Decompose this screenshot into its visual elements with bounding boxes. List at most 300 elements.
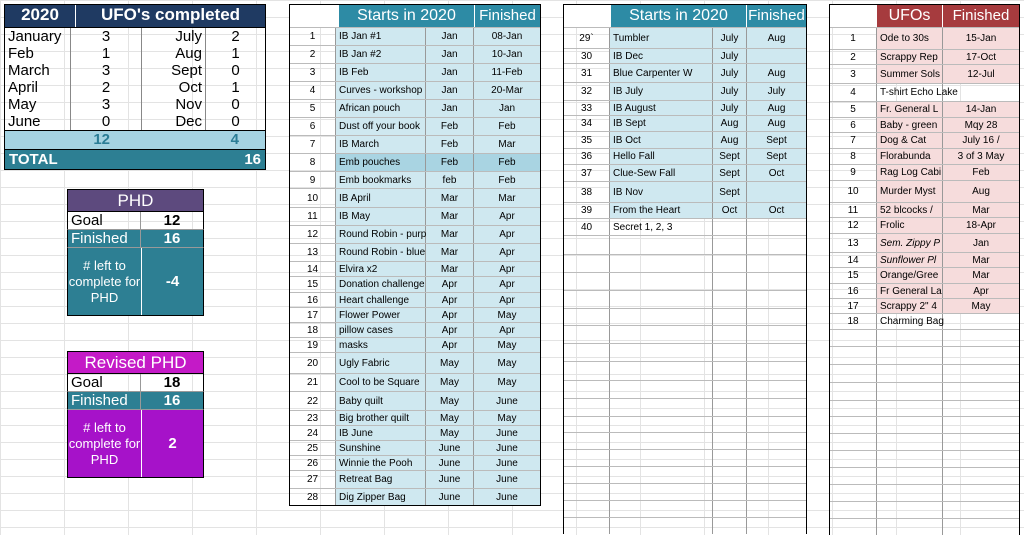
finished-date[interactable]: Oct (747, 203, 806, 218)
finished-date[interactable]: May (474, 374, 540, 391)
start-month[interactable] (713, 518, 747, 534)
row-number[interactable] (564, 484, 610, 500)
finished-date[interactable]: Apr (474, 262, 540, 276)
finished-date[interactable]: Apr (943, 284, 1019, 298)
start-month[interactable]: Sept (713, 149, 747, 164)
row-number[interactable]: 11 (830, 203, 877, 217)
phd-title[interactable]: PHD (67, 189, 204, 212)
finished-date[interactable] (747, 182, 806, 202)
row-number[interactable]: 23 (290, 411, 336, 425)
project-name[interactable]: Donation challenge (336, 277, 426, 292)
finished-date[interactable] (747, 49, 806, 63)
project-name[interactable]: Sunflower Pl (877, 253, 943, 267)
row-number[interactable]: 26 (290, 456, 336, 470)
phd-goal-label[interactable]: Goal (68, 212, 141, 229)
project-name[interactable]: Rag Log Cabi (877, 165, 943, 180)
project-name[interactable]: Curves - workshop (336, 82, 426, 99)
project-name[interactable] (610, 344, 713, 361)
month-name[interactable]: Nov (142, 96, 206, 113)
row-number[interactable]: 2 (290, 46, 336, 63)
project-name[interactable] (610, 433, 713, 449)
month-name[interactable]: May (5, 96, 71, 113)
finished-date[interactable] (747, 326, 806, 343)
row-number[interactable]: 1 (290, 28, 336, 45)
start-month[interactable]: feb (426, 172, 474, 188)
row-number[interactable]: 30 (564, 49, 610, 63)
row-number[interactable]: 31 (564, 64, 610, 82)
subtotal-first-half[interactable]: 12 (93, 131, 110, 148)
project-name[interactable]: Cool to be Square (336, 374, 426, 391)
finished-header[interactable]: Finished (474, 5, 540, 27)
row-number[interactable]: 5 (830, 102, 877, 117)
project-name[interactable] (610, 236, 713, 254)
row-number[interactable]: 13 (290, 244, 336, 261)
project-name[interactable] (610, 326, 713, 343)
finished-date[interactable] (747, 291, 806, 308)
row-number[interactable]: 1 (830, 28, 877, 49)
row-number[interactable] (564, 326, 610, 343)
finished-date[interactable]: Sept (747, 132, 806, 148)
finished-date[interactable]: Mar (943, 203, 1019, 217)
project-name[interactable]: Retreat Bag (336, 471, 426, 488)
project-name[interactable]: Tumbler (610, 28, 713, 48)
start-month[interactable]: May (426, 411, 474, 425)
start-month[interactable] (713, 484, 747, 500)
row-number[interactable]: 32 (564, 83, 610, 100)
finished-date[interactable]: May (474, 338, 540, 352)
row-number[interactable]: 20 (290, 353, 336, 373)
finished-header[interactable]: Finished (942, 5, 1019, 27)
month-name[interactable]: April (5, 79, 71, 96)
row-number[interactable]: 16 (290, 293, 336, 307)
finished-date[interactable]: June (474, 471, 540, 488)
project-name[interactable] (610, 291, 713, 308)
project-name[interactable]: 52 blcocks / (877, 203, 943, 217)
start-month[interactable]: Apr (426, 338, 474, 352)
project-name[interactable]: Summer Sols (877, 65, 943, 83)
month-name[interactable]: June (5, 113, 71, 130)
project-name[interactable] (877, 519, 943, 535)
project-name[interactable]: Round Robin - blue (336, 244, 426, 261)
project-name[interactable]: Big brother quilt (336, 411, 426, 425)
row-number[interactable]: 3 (830, 65, 877, 83)
row-number[interactable]: 6 (830, 118, 877, 132)
project-name[interactable] (877, 330, 943, 346)
row-number[interactable]: 9 (290, 172, 336, 188)
row-number[interactable]: 35 (564, 132, 610, 148)
project-name[interactable]: IB Nov (610, 182, 713, 202)
row-number[interactable] (830, 502, 877, 518)
project-name[interactable]: Dog & Cat (877, 133, 943, 148)
row-number[interactable] (564, 362, 610, 380)
start-month[interactable]: Mar (426, 208, 474, 225)
row-number[interactable] (830, 347, 877, 364)
row-number[interactable]: 8 (290, 154, 336, 171)
start-month[interactable]: Mar (426, 226, 474, 243)
project-name[interactable]: Dig Zipper Bag (336, 489, 426, 505)
month-count[interactable]: 0 (231, 96, 240, 113)
finished-date[interactable] (747, 344, 806, 361)
start-month[interactable]: June (426, 456, 474, 470)
start-month[interactable] (713, 344, 747, 361)
finished-date[interactable]: Feb (474, 172, 540, 188)
project-name[interactable] (610, 309, 713, 325)
row-number[interactable]: 19 (290, 338, 336, 352)
ufos-header[interactable]: UFOs (877, 5, 942, 27)
row-number[interactable]: 36 (564, 149, 610, 164)
finished-date[interactable]: Mar (943, 268, 1019, 283)
revised-phd-goal-value[interactable]: 18 (163, 374, 181, 391)
project-name[interactable]: Scrappy Rep (877, 50, 943, 64)
start-month[interactable] (713, 309, 747, 325)
row-number[interactable]: 4 (290, 82, 336, 99)
project-name[interactable]: Flower Power (336, 308, 426, 322)
start-month[interactable] (713, 381, 747, 398)
project-name[interactable]: Emb bookmarks (336, 172, 426, 188)
project-name[interactable]: African pouch (336, 100, 426, 117)
start-month[interactable]: May (426, 374, 474, 391)
row-number[interactable] (564, 381, 610, 398)
project-name[interactable]: IB April (336, 189, 426, 207)
project-name[interactable]: IB August (610, 101, 713, 115)
row-number[interactable]: 10 (290, 189, 336, 207)
project-name[interactable] (877, 485, 943, 501)
total-value[interactable]: 16 (244, 151, 261, 168)
row-number[interactable] (564, 291, 610, 308)
total-label[interactable]: TOTAL (9, 151, 58, 168)
row-number[interactable]: 4 (830, 84, 877, 101)
row-number[interactable] (830, 401, 877, 416)
finished-date[interactable] (747, 362, 806, 380)
finished-date[interactable]: Apr (474, 323, 540, 337)
finished-date[interactable]: 3 of 3 May (943, 149, 1019, 164)
project-name[interactable] (877, 468, 943, 484)
start-month[interactable]: Oct (713, 203, 747, 218)
project-name[interactable] (877, 417, 943, 433)
project-name[interactable]: Secret 1, 2, 3 (610, 219, 713, 235)
row-number[interactable]: 2 (830, 50, 877, 64)
project-name[interactable]: IB Dec (610, 49, 713, 63)
project-name[interactable] (610, 518, 713, 534)
finished-date[interactable]: June (474, 456, 540, 470)
row-number[interactable]: 15 (290, 277, 336, 292)
row-number[interactable]: 7 (830, 133, 877, 148)
project-name[interactable]: Blue Carpenter W (610, 64, 713, 82)
month-count[interactable]: 0 (231, 113, 240, 130)
month-count[interactable]: 1 (231, 79, 240, 96)
row-number[interactable] (830, 434, 877, 450)
row-number[interactable] (564, 255, 610, 272)
month-name[interactable]: January (5, 28, 71, 45)
row-number[interactable]: 25 (290, 441, 336, 455)
row-number[interactable] (564, 501, 610, 517)
project-name[interactable]: pillow cases (336, 323, 426, 337)
finished-header[interactable]: Finished (746, 5, 806, 27)
row-number[interactable] (564, 433, 610, 449)
month-count[interactable]: 1 (231, 45, 240, 62)
finished-date[interactable] (943, 383, 1019, 400)
project-name[interactable] (877, 434, 943, 450)
row-number[interactable] (830, 451, 877, 467)
finished-date[interactable] (943, 485, 1019, 501)
finished-date[interactable] (943, 365, 1019, 382)
finished-date[interactable]: 12-Jul (943, 65, 1019, 83)
row-number[interactable]: 39 (564, 203, 610, 218)
finished-date[interactable]: 15-Jan (943, 28, 1019, 49)
start-month[interactable]: July (713, 101, 747, 115)
finished-date[interactable] (943, 84, 1019, 101)
project-name[interactable]: IB June (336, 426, 426, 440)
project-name[interactable]: Elvira x2 (336, 262, 426, 276)
project-name[interactable]: Murder Myst (877, 181, 943, 202)
project-name[interactable]: Frolic (877, 218, 943, 233)
start-month[interactable]: Jan (426, 82, 474, 99)
project-name[interactable]: Florabunda (877, 149, 943, 164)
project-name[interactable]: Sunshine (336, 441, 426, 455)
row-number[interactable]: 18 (830, 314, 877, 329)
row-number[interactable]: 11 (290, 208, 336, 225)
start-month[interactable] (713, 326, 747, 343)
finished-date[interactable]: Sept (747, 149, 806, 164)
finished-date[interactable]: Feb (943, 165, 1019, 180)
project-name[interactable] (610, 399, 713, 416)
finished-date[interactable]: May (474, 308, 540, 322)
month-name[interactable]: Sept (142, 62, 206, 79)
finished-date[interactable]: Aug (747, 64, 806, 82)
month-count[interactable]: 2 (231, 28, 240, 45)
finished-date[interactable]: Aug (747, 116, 806, 131)
row-number[interactable]: 16 (830, 284, 877, 298)
finished-date[interactable]: Mar (474, 189, 540, 207)
finished-date[interactable]: 14-Jan (943, 102, 1019, 117)
start-month[interactable]: Jan (426, 64, 474, 81)
start-month[interactable]: May (426, 353, 474, 373)
row-number[interactable] (564, 236, 610, 254)
start-month[interactable]: Mar (426, 189, 474, 207)
row-number[interactable]: 8 (830, 149, 877, 164)
start-month[interactable]: Aug (713, 116, 747, 131)
revised-phd-title[interactable]: Revised PHD (67, 351, 204, 374)
row-number[interactable]: 40 (564, 219, 610, 235)
start-month[interactable]: Aug (713, 132, 747, 148)
finished-date[interactable] (943, 502, 1019, 518)
row-number[interactable]: 24 (290, 426, 336, 440)
month-name[interactable]: Dec (142, 113, 206, 130)
row-number[interactable] (564, 309, 610, 325)
project-name[interactable] (877, 502, 943, 518)
finished-date[interactable] (747, 484, 806, 500)
project-name[interactable]: T-shirt Echo Lake (877, 84, 943, 101)
project-name[interactable]: From the Heart (610, 203, 713, 218)
phd-finished-value[interactable]: 16 (163, 230, 181, 247)
project-name[interactable]: Emb pouches (336, 154, 426, 171)
project-name[interactable] (877, 451, 943, 467)
start-month[interactable]: Sept (713, 165, 747, 181)
row-number[interactable] (564, 450, 610, 466)
finished-date[interactable]: Aug (943, 181, 1019, 202)
finished-date[interactable]: 11-Feb (474, 64, 540, 81)
finished-date[interactable]: Feb (474, 154, 540, 171)
start-month[interactable]: Feb (426, 154, 474, 171)
month-count[interactable]: 0 (71, 113, 142, 130)
finished-date[interactable] (943, 347, 1019, 364)
start-month[interactable]: July (713, 64, 747, 82)
month-count[interactable]: 3 (71, 62, 142, 79)
row-number[interactable]: 18 (290, 323, 336, 337)
finished-date[interactable] (747, 450, 806, 466)
start-month[interactable]: Mar (426, 244, 474, 261)
project-name[interactable]: IB Sept (610, 116, 713, 131)
project-name[interactable]: Ugly Fabric (336, 353, 426, 373)
finished-date[interactable]: June (474, 489, 540, 505)
start-month[interactable]: June (426, 489, 474, 505)
project-name[interactable]: Winnie the Pooh (336, 456, 426, 470)
project-name[interactable]: Clue-Sew Fall (610, 165, 713, 181)
project-name[interactable]: Fr. General L (877, 102, 943, 117)
finished-date[interactable] (943, 434, 1019, 450)
project-name[interactable] (610, 501, 713, 517)
row-number[interactable] (564, 417, 610, 432)
revised-phd-finished-value[interactable]: 16 (163, 392, 181, 409)
finished-date[interactable] (747, 417, 806, 432)
row-number[interactable]: 37 (564, 165, 610, 181)
start-month[interactable]: Jan (426, 46, 474, 63)
finished-date[interactable] (943, 401, 1019, 416)
start-month[interactable]: Apr (426, 308, 474, 322)
row-number[interactable] (564, 344, 610, 361)
start-month[interactable]: Jan (426, 28, 474, 45)
row-number[interactable]: 5 (290, 100, 336, 117)
start-month[interactable]: May (426, 426, 474, 440)
start-month[interactable]: July (713, 83, 747, 100)
start-month[interactable] (713, 236, 747, 254)
finished-date[interactable]: 08-Jan (474, 28, 540, 45)
row-number[interactable]: 7 (290, 136, 336, 153)
finished-date[interactable]: Feb (474, 118, 540, 135)
row-number[interactable]: 29` (564, 28, 610, 48)
finished-date[interactable]: Apr (474, 208, 540, 225)
starts-header[interactable]: Starts in 2020 (629, 7, 728, 24)
project-name[interactable] (877, 347, 943, 364)
project-name[interactable] (877, 365, 943, 382)
finished-date[interactable] (747, 399, 806, 416)
row-number[interactable] (830, 468, 877, 484)
row-number[interactable]: 12 (290, 226, 336, 243)
finished-date[interactable] (943, 417, 1019, 433)
project-name[interactable]: IB Jan #2 (336, 46, 426, 63)
finished-date[interactable]: Mar (943, 253, 1019, 267)
project-name[interactable]: IB May (336, 208, 426, 225)
finished-date[interactable] (747, 467, 806, 483)
start-month[interactable]: July (713, 49, 747, 63)
finished-date[interactable]: July (747, 83, 806, 100)
year-cell[interactable]: 2020 (5, 5, 76, 27)
finished-date[interactable] (747, 219, 806, 235)
project-name[interactable] (610, 450, 713, 466)
finished-date[interactable]: Aug (747, 28, 806, 48)
revised-phd-finished-label[interactable]: Finished (68, 392, 141, 409)
start-month[interactable]: Feb (426, 118, 474, 135)
finished-date[interactable]: June (474, 426, 540, 440)
row-number[interactable]: 28 (290, 489, 336, 505)
revised-phd-goal-label[interactable]: Goal (68, 374, 141, 391)
row-number[interactable]: 15 (830, 268, 877, 283)
start-month[interactable]: Apr (426, 323, 474, 337)
project-name[interactable]: Round Robin - purp (336, 226, 426, 243)
project-name[interactable]: Heart challenge (336, 293, 426, 307)
finished-date[interactable] (747, 433, 806, 449)
project-name[interactable] (610, 381, 713, 398)
finished-date[interactable]: Apr (474, 293, 540, 307)
row-number[interactable] (830, 519, 877, 535)
row-number[interactable]: 14 (830, 253, 877, 267)
row-number[interactable] (830, 417, 877, 433)
start-month[interactable] (713, 399, 747, 416)
row-number[interactable]: 34 (564, 116, 610, 131)
phd-left-value[interactable]: -4 (165, 273, 180, 290)
finished-date[interactable] (747, 381, 806, 398)
month-name[interactable]: March (5, 62, 71, 79)
row-number[interactable]: 10 (830, 181, 877, 202)
project-name[interactable]: IB March (336, 136, 426, 153)
row-number[interactable]: 9 (830, 165, 877, 180)
phd-goal-value[interactable]: 12 (163, 212, 181, 229)
month-count[interactable]: 3 (71, 28, 142, 45)
month-count[interactable]: 2 (71, 79, 142, 96)
row-number[interactable]: 22 (290, 392, 336, 410)
start-month[interactable]: Jan (426, 100, 474, 117)
row-number[interactable]: 3 (290, 64, 336, 81)
finished-date[interactable] (747, 255, 806, 272)
project-name[interactable] (610, 273, 713, 290)
project-name[interactable] (610, 255, 713, 272)
row-number[interactable] (830, 365, 877, 382)
month-name[interactable]: Oct (142, 79, 206, 96)
start-month[interactable]: June (426, 471, 474, 488)
start-month[interactable]: Apr (426, 293, 474, 307)
row-number[interactable] (830, 485, 877, 501)
finished-date[interactable]: Apr (474, 226, 540, 243)
row-number[interactable]: 21 (290, 374, 336, 391)
finished-date[interactable]: 18-Apr (943, 218, 1019, 233)
phd-left-label[interactable]: # left to complete for PHD (68, 248, 142, 315)
finished-date[interactable]: Apr (474, 244, 540, 261)
finished-date[interactable]: Jan (474, 100, 540, 117)
start-month[interactable] (713, 417, 747, 432)
row-number[interactable]: 33 (564, 101, 610, 115)
finished-date[interactable] (747, 309, 806, 325)
project-name[interactable]: Fr General La (877, 284, 943, 298)
start-month[interactable] (713, 255, 747, 272)
project-name[interactable]: Sem. Zippy P (877, 234, 943, 252)
start-month[interactable]: Apr (426, 277, 474, 292)
start-month[interactable]: July (713, 28, 747, 48)
project-name[interactable]: IB Jan #1 (336, 28, 426, 45)
month-name[interactable]: Aug (142, 45, 206, 62)
start-month[interactable]: Mar (426, 262, 474, 276)
project-name[interactable] (877, 383, 943, 400)
row-number[interactable]: 17 (290, 308, 336, 322)
row-number[interactable] (564, 467, 610, 483)
finished-date[interactable]: July 16 / (943, 133, 1019, 148)
finished-date[interactable]: Apr (474, 277, 540, 292)
row-number[interactable]: 6 (290, 118, 336, 135)
finished-date[interactable]: May (474, 411, 540, 425)
finished-date[interactable] (747, 518, 806, 534)
project-name[interactable]: IB July (610, 83, 713, 100)
finished-date[interactable] (943, 451, 1019, 467)
finished-date[interactable]: 20-Mar (474, 82, 540, 99)
